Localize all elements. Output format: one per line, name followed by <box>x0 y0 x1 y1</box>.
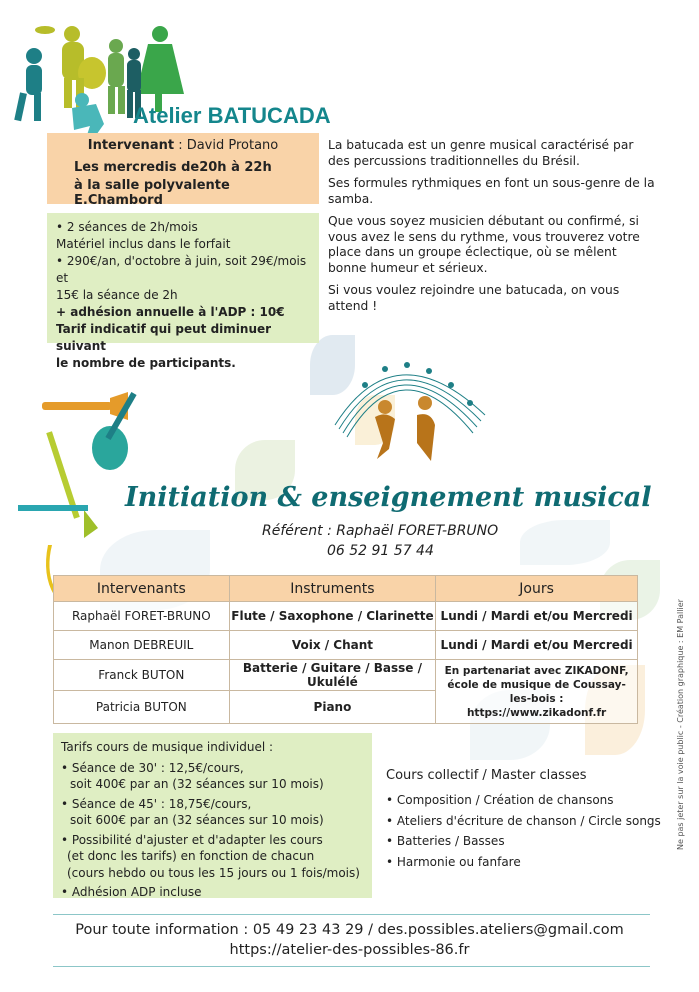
tarifs-box <box>53 733 372 898</box>
column-header: Intervenants <box>54 576 230 602</box>
trombone-icon <box>46 431 98 538</box>
description-paragraph: Si vous voulez rejoindre une batucada, on vous attend ! <box>328 283 620 313</box>
dancing-couple-icon <box>375 396 435 461</box>
referent-phone: 06 52 91 57 44 <box>327 543 434 559</box>
pricing-line: Matériel inclus dans le forfait <box>56 237 231 251</box>
table-row <box>54 660 638 691</box>
tarif-line: (et donc les tarifs) en fonction de chacun <box>67 849 315 863</box>
column-header: Instruments <box>229 576 436 602</box>
dancer-figure <box>14 48 42 121</box>
teacher-name: Patricia BUTON <box>54 691 230 724</box>
list-item: • Batteries / Basses <box>386 834 505 848</box>
dancer-figure <box>108 39 125 114</box>
music-notes-illustration <box>325 345 495 475</box>
graphic-credit: Ne pas jeter sur la voie public - Création graphique : EM Pallier <box>676 599 685 850</box>
schedule-line-2: à la salle polyvalente E.Chambord <box>74 178 230 208</box>
batucada-title: Atelier BATUCADA <box>133 103 331 128</box>
trumpet-icon <box>42 392 128 420</box>
dancer-figure <box>72 93 104 138</box>
description-paragraph: La batucada est un genre musical caractérisé par des percussions traditionnelles du Brésil. <box>328 138 634 168</box>
batucada-schedule-box <box>47 133 319 208</box>
teacher-instrument: Voix / Chant <box>229 631 436 660</box>
partner-line: En partenariat avec ZIKADONF, <box>444 664 629 677</box>
intervenant-line <box>47 138 319 153</box>
footer-contact: Pour toute information : 05 49 23 43 29 / des.possibles.ateliers@gmail.com <box>75 922 624 938</box>
teacher-instrument: Batterie / Guitare / Basse / Ukulélé <box>229 660 436 691</box>
list-item: • Composition / Création de chansons <box>386 793 614 807</box>
tarif-line: • Séance de 45' : 18,75€/cours, <box>61 796 252 811</box>
tarif-line: (cours hebdo ou tous les 15 jours ou 1 fois/mois) <box>67 865 360 880</box>
dancer-figure <box>35 26 106 108</box>
tarif-line: • Séance de 30' : 12,5€/cours, <box>61 760 244 775</box>
partner-link[interactable]: https://www.zikadonf.fr <box>466 706 607 719</box>
column-header: Jours <box>436 576 638 602</box>
dancer-figure <box>136 26 184 112</box>
clarinet-icon <box>18 505 88 511</box>
teacher-name: Franck BUTON <box>54 660 230 691</box>
description-paragraph: Que vous soyez musicien débutant ou confirmé, si vous avez le sens du rythme, vous trouverez votre place dans un groupe éclectique, où se mêlent bonne humeur et sérieux. <box>328 214 640 275</box>
tarifs-title: Tarifs cours de musique individuel : <box>61 740 274 754</box>
description-paragraph: Ses formules rythmiques en font un sous-genre de la samba. <box>328 176 655 206</box>
teacher-name: Manon DEBREUIL <box>54 631 230 660</box>
table-row <box>54 602 638 631</box>
list-item: • Harmonie ou fanfare <box>386 854 521 869</box>
batucada-description <box>328 138 658 321</box>
footer-divider <box>53 914 650 915</box>
initiation-title: Initiation & enseignement musical <box>125 482 652 513</box>
teachers-table <box>53 575 638 724</box>
batucada-pricing-box <box>47 213 319 370</box>
footer-divider <box>53 966 650 967</box>
intervenant-label: Intervenant <box>87 138 175 153</box>
background-leaf <box>520 520 610 565</box>
teacher-name: Raphaël FORET-BRUNO <box>54 602 230 631</box>
list-item: • Ateliers d'écriture de chanson / Circle songs <box>386 813 661 828</box>
indicatif-line: le nombre de participants. <box>56 356 236 370</box>
pricing-line: • 2 séances de 2h/mois <box>56 220 198 234</box>
partner-line: école de musique de Coussay-les-bois : <box>447 678 626 705</box>
tarif-line: • Adhésion ADP incluse <box>61 885 202 899</box>
tarif-line: soit 400€ par an (32 séances sur 10 mois) <box>70 777 324 791</box>
table-row <box>54 631 638 660</box>
referent-line: Référent : Raphaël FORET-BRUNO <box>262 523 499 539</box>
adhesion-line: + adhésion annuelle à l'ADP : 10€ <box>56 305 285 319</box>
teacher-instrument: Flute / Saxophone / Clarinette <box>229 602 436 631</box>
tarif-line: soit 600€ par an (32 séances sur 10 mois) <box>70 813 324 827</box>
partner-cell <box>436 660 638 724</box>
collectif-title: Cours collectif / Master classes <box>386 768 587 783</box>
pricing-line: 15€ la séance de 2h <box>56 288 178 302</box>
pricing-line: • 290€/an, d'octobre à juin, soit 29€/mois et <box>56 254 307 285</box>
collectif-list <box>386 790 661 872</box>
teacher-instrument: Piano <box>229 691 436 724</box>
schedule-line-1: Les mercredis de20h à 22h <box>74 160 272 175</box>
teacher-days: Lundi / Mardi et/ou Mercredi <box>436 602 638 631</box>
intervenant-name: : David Protano <box>174 138 279 153</box>
tarif-line: • Possibilité d'ajuster et d'adapter les cours <box>61 832 323 847</box>
footer-website[interactable]: https://atelier-des-possibles-86.fr <box>229 942 470 958</box>
indicatif-line: Tarif indicatif qui peut diminuer suivant <box>56 322 272 353</box>
teacher-days: Lundi / Mardi et/ou Mercredi <box>436 631 638 660</box>
